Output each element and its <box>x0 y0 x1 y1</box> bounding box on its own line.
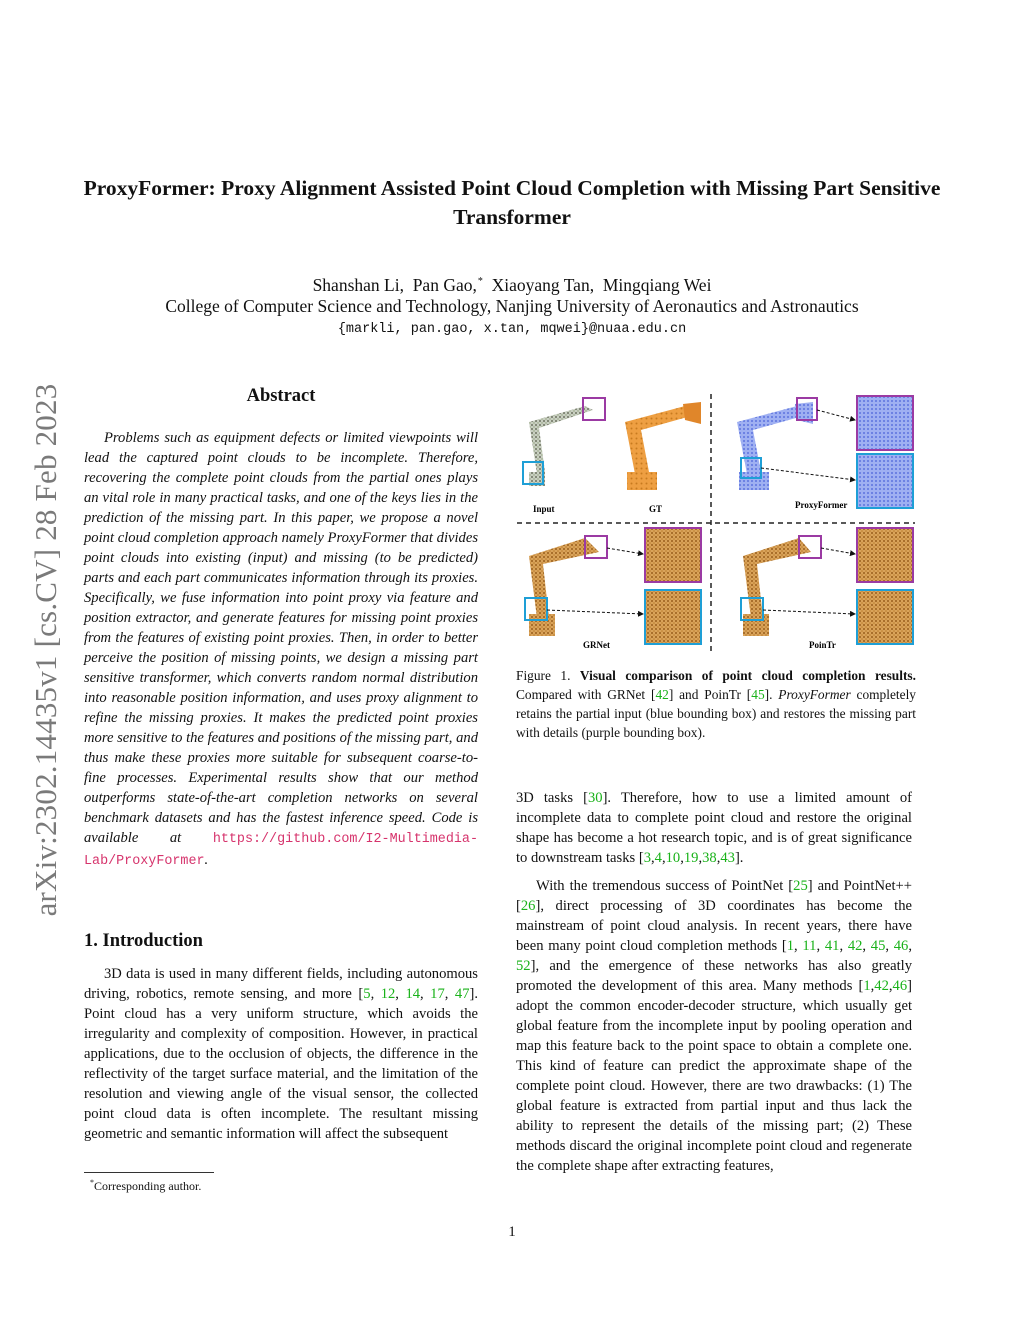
author-1: Shanshan Li, <box>312 275 404 295</box>
citation[interactable]: 3 <box>643 850 651 866</box>
section-heading-introduction: 1. Introduction <box>84 931 203 951</box>
right-paragraph-1: 3D tasks [30]. Therefore, how to use a limited amount of incomplete data to complete point cloud and restore the original shape has become a hot research topic, and is of great significance to downstream tasks [3,4,10,19,38,43]. <box>516 790 912 866</box>
label-proxyformer: ProxyFormer <box>795 500 848 510</box>
citation[interactable]: 12 <box>380 986 396 1002</box>
intro-paragraph: 3D data is used in many different fields, including autonomous driving, robotics, remote sensing, and more [5, 12, 14, 17, 47]. Point cloud has a very uniform structure, which avoids the irregularity and complexity of composition. However, in practical applications, due to the occlusion of objects, the difference in the reflectivity of the target surface material, and the limitation of the resolution and viewing angle of the visual sensor, the collected point cloud data is often incomplete. The resultant missing geometric and semantic information will affect the subsequent <box>84 966 479 1142</box>
author-4: Mingqiang Wei <box>602 275 712 295</box>
abstract-text: Problems such as equipment defects or limited viewpoints will lead the captured point clouds to be incomplete. Therefore, recovering the complete point clouds from the partial ones plays an vital role in many practical tasks, and one of the keys lies in the prediction of the missing part. In this paper, we propose a novel point cloud completion approach namely ProxyFormer that divides point clouds into existing (input) and missing (to be predicted) parts and each part communicates information through its proxies. Specifically, we fuse information into point proxy via feature and position extractor, and generate features for missing point proxies from the features of existing point proxies. Then, in order to better perceive the position of missing points, we design a missing part sensitive transformer, which converts random normal distribution into reasonable position information, and uses proxy alignment to refine the missing proxies. It makes the predicted point proxies more sensitive to the features and positions of the missing part, and thus make these proxies more suitable for subsequent coarse-to-fine processes. Experimental results show that our method outperforms state-of-the-art completion networks on several benchmark datasets and has the fastest inference speed. Code is available at <box>84 430 478 846</box>
text-run: With the tremendous success of PointNet [ <box>536 878 794 894</box>
citation[interactable]: 38 <box>702 850 717 866</box>
intro-text-b: ]. Point cloud has a very uniform structure, which avoids the irregularity and complexity of composition. However, in practical applications, due to the occlusion of objects, the difference in the reflectivity of the target surface material, and the limitation of the resolution and viewing angle of the visual sensor, the collected point cloud data is often incomplete. The resultant missing geometric and semantic information will affect the subsequent <box>84 986 479 1142</box>
citation[interactable]: 5 <box>363 986 371 1002</box>
citation[interactable]: 42 <box>655 687 669 702</box>
citation[interactable]: 14 <box>405 986 421 1002</box>
citation[interactable]: 43 <box>720 850 735 866</box>
arxiv-stamp <box>24 355 68 945</box>
input-cloud <box>523 398 605 486</box>
citation[interactable]: 26 <box>520 898 536 914</box>
proxyformer-cloud <box>737 396 913 508</box>
caption-c: ]. <box>764 687 773 702</box>
grnet-cloud <box>525 528 701 644</box>
footnote-mark: * <box>90 1178 94 1187</box>
author-emails: {markli, pan.gao, x.tan, mqwei}@nuaa.edu.cn <box>337 322 687 337</box>
text-run: ] and PointNet++ [ <box>516 878 912 914</box>
citation[interactable]: 4 <box>654 850 662 866</box>
citation[interactable]: 41 <box>824 938 840 954</box>
author-2-mark: * <box>477 276 483 287</box>
label-input: Input <box>533 504 555 514</box>
citation[interactable]: 1 <box>863 978 871 994</box>
abstract-body <box>84 428 478 872</box>
text-run: ], direct processing of 3D coordinates has become the mainstream of point cloud analysis. In recent years, there have been many point cloud completion methods [ <box>516 898 912 954</box>
gt-cloud <box>625 402 701 490</box>
citation[interactable]: 10 <box>665 850 681 866</box>
label-pointr: PoinTr <box>809 640 836 650</box>
right-paragraph-2: With the tremendous success of PointNet [25] and PointNet++ [26], direct processing of 3D coordinates has become the mainstream of point cloud analysis. In recent years, there have been many point cloud completion methods [1, 11, 41, 42, 45, 46, 52], and the emergence of these networks has also greatly promoted the development of this area. Many methods [1,42,46] adopt the common encoder-decoder structure, which usually get global feature from the incomplete input by pooling operation and map this feature back to the point space to obtain a complete one. This kind of feature can predict the approximate shape of the complete point cloud. However, there are two drawbacks: (1) The global feature is extracted from partial input and thus lack the ability to represent the details of the missing part; (2) These methods discard the original incomplete point cloud and regenerate the complete shape after extracting features, <box>516 878 912 1174</box>
caption-b: ] and PoinTr [ <box>668 687 752 702</box>
author-2: Pan Gao, <box>412 275 477 295</box>
intro-text-a: 3D data is used in many different fields, including autonomous driving, robotics, remote sensing, and more [ <box>84 966 478 1002</box>
caption-prefix: Figure 1. <box>516 668 571 683</box>
figure-1 <box>515 392 917 654</box>
caption-bold: Visual comparison of point cloud completion results. <box>579 668 916 683</box>
caption-italic: ProxyFormer <box>778 687 851 702</box>
author-list <box>60 270 964 297</box>
caption-a: Compared with GRNet [ <box>516 687 656 702</box>
label-gt: GT <box>649 504 663 514</box>
citation[interactable]: 45 <box>751 687 765 702</box>
code-link[interactable]: https://github.com/I2-Multimedia-Lab/ProxyFormer <box>84 832 478 869</box>
citation[interactable]: 25 <box>793 878 808 894</box>
citation[interactable]: 46 <box>893 938 909 954</box>
figure-caption <box>516 666 916 742</box>
text-run: ] adopt the common encoder-decoder structure, which usually get global feature from the incomplete input by pooling operation and map this feature back to the point space to obtain a complete one. This kind of feature can predict the approximate shape of the complete point cloud. However, there are two drawbacks: (1) The global feature is extracted from partial input and thus lack the ability to represent the details of the missing part; (2) These methods discard the original incomplete point cloud and regenerate the complete shape after extracting features, <box>516 978 912 1174</box>
citation[interactable]: 17 <box>430 986 445 1002</box>
text-run: ], and the emergence of these networks has also greatly promoted the development of this area. Many methods [ <box>516 958 912 994</box>
citation[interactable]: 42 <box>874 978 889 994</box>
paper-title: ProxyFormer: Proxy Alignment Assisted Point Cloud Completion with Missing Part Sensitive Transformer <box>83 176 941 229</box>
affiliation: College of Computer Science and Technology, Nanjing University of Aeronautics and Astronautics <box>165 296 859 316</box>
footnote-rule <box>84 1172 214 1173</box>
label-grnet: GRNet <box>583 640 610 650</box>
text-run: ]. <box>734 850 744 866</box>
citation[interactable]: 11 <box>802 938 817 954</box>
footnote <box>90 1178 201 1194</box>
footnote-text: Corresponding author. <box>94 1179 202 1193</box>
citation[interactable]: 45 <box>870 938 886 954</box>
text-run: ]. Therefore, how to use a limited amount of incomplete data to complete point cloud and restore the original shape has become a hot research topic, and is of great significance to downstream tasks [ <box>516 790 912 866</box>
abstract-end: . <box>204 852 209 868</box>
right-column-text <box>516 788 912 1176</box>
citation[interactable]: 52 <box>516 958 531 974</box>
text-run: 3D tasks [ <box>516 790 588 806</box>
citation[interactable]: 47 <box>454 986 470 1002</box>
page-number: 1 <box>508 1224 516 1240</box>
abstract-heading: Abstract <box>246 386 316 406</box>
arxiv-id: arXiv:2302.14435v1 [cs.CV] 28 Feb 2023 <box>28 383 63 917</box>
caption-d: completely retains the partial input (blue bounding box) and restores the missing part with details (purple bounding box). <box>516 687 916 740</box>
citation[interactable]: 42 <box>847 938 863 954</box>
citation[interactable]: 30 <box>587 790 603 806</box>
citation[interactable]: 46 <box>892 978 908 994</box>
author-3: Xiaoyang Tan, <box>491 275 595 295</box>
citation[interactable]: 19 <box>683 850 699 866</box>
pointr-cloud <box>741 528 913 644</box>
citation[interactable]: 1 <box>786 938 795 954</box>
